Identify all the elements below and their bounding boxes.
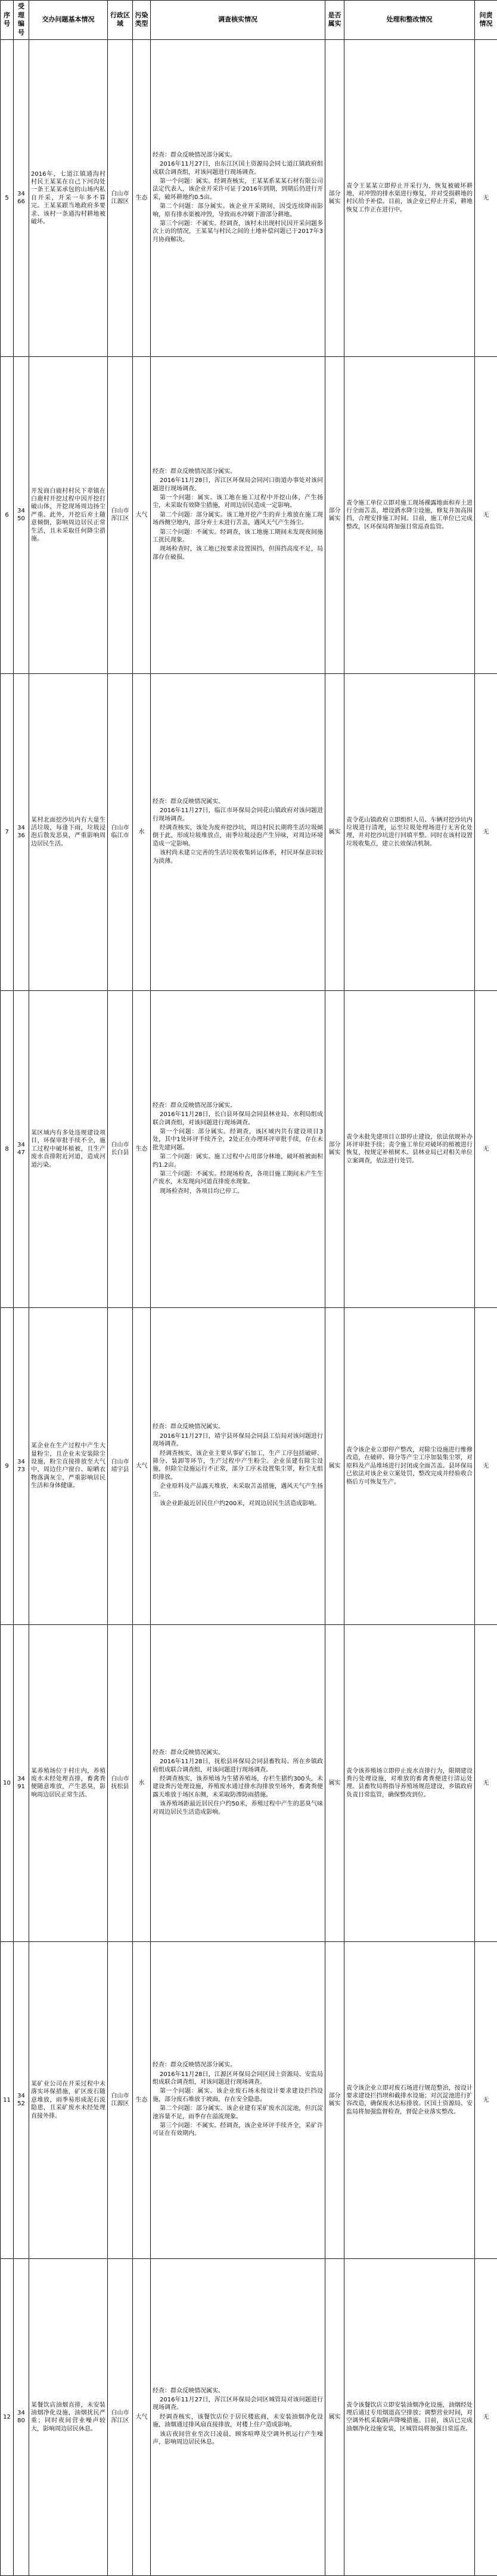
header-seq: 序号 [1, 1, 14, 40]
cell-verify [151, 356, 325, 673]
cell-verify [151, 673, 325, 990]
header-handling: 处理和整改情况 [344, 1, 475, 40]
cell-true: 部分属实 [325, 1941, 344, 2258]
table-row [1, 1307, 497, 1624]
verify-paragraph: 2016年11月27日，由东江区国土资源局会同七道江镇政府组成联合调查组，对该问题进行现场调查。 [153, 160, 323, 176]
cell-account: 无 [475, 1941, 497, 2258]
header-verify: 调查核实情况 [151, 1, 325, 40]
cell-seq: 12 [1, 2258, 14, 2575]
cell-ptype: 大气 [133, 2258, 151, 2575]
cell-seq: 8 [1, 990, 14, 1307]
header-receipt: 受理编号 [14, 1, 29, 40]
cell-seq: 11 [1, 1941, 14, 2258]
cell-ptype: 生态 [133, 990, 151, 1307]
cell-ptype: 生态 [133, 39, 151, 356]
cell-receipt: 3436 [14, 673, 29, 990]
cell-district: 白山市抚松县 [108, 1624, 133, 1941]
cell-handling: 责令该养殖场立即停止废水直排行为，限期建设粪污处理设施，对堆放的畜禽粪便进行清运处理。县畜牧局将指导养殖场规范建设，乡镇政府负责日常监管，确保整改到位。 [344, 1624, 475, 1941]
verify-paragraph: 现场检查时，各项目均已停工。 [153, 1188, 323, 1195]
cell-receipt: 3452 [14, 1941, 29, 2258]
cell-true: 属实 [325, 673, 344, 990]
table-row [1, 1624, 497, 1941]
verify-paragraph: 经查：群众反映情况部分属实。 [153, 1102, 323, 1110]
verify-paragraph: 该企业距最近居民住户约200米，对周边居民生活造成影响。 [153, 1500, 323, 1508]
cell-verify [151, 990, 325, 1307]
cell-ptype: 生态 [133, 1941, 151, 2258]
verify-paragraph: 第三个问题：不属实。经调查，该村未出现村民因开采问题多次上访的情况，王某某与村民之间的土地补偿问题已于2017年3月协商解决。 [153, 220, 323, 244]
cell-seq: 9 [1, 1307, 14, 1624]
cell-handling: 责令该企业立即停产整改，对除尘设施进行维修改造，在破碎、筛分等产尘工序加装集尘罩，对原料及产品堆场进行封闭或全面苫盖。县环保局已依法对该企业立案处罚，整改完成并经验收合格后方可恢复生产。 [344, 1307, 475, 1624]
verify-paragraph: 第一个问题：属实。该工地在施工过程中开挖山体，产生扬尘，未采取有效降尘措施，对周边居民造成一定影响。 [153, 494, 323, 510]
verify-paragraph: 第二个问题：属实。施工过程中占用部分林地，破坏植被面积约1.2亩。 [153, 1153, 323, 1169]
verify-paragraph: 经调查核实，该企业主要从事矿石加工，生产工序包括破碎、筛分、装卸等环节，生产过程中产生粉尘。企业虽建有除尘设施，但除尘设施运行不正常，部分工序未设置集尘罩，粉尘无组织排放。 [153, 1450, 323, 1482]
verify-paragraph: 经查：群众反映情况部分属实。 [153, 151, 323, 159]
verify-paragraph: 2016年11月28日，浑江区环保局会同河口街道办事处对该问题进行现场调查。 [153, 477, 323, 493]
cell-receipt: 3473 [14, 1307, 29, 1624]
table-row [1, 39, 497, 356]
table-row [1, 990, 497, 1307]
cell-true: 部分属实 [325, 39, 344, 356]
cell-receipt: 3450 [14, 356, 29, 673]
verify-paragraph: 经调查核实，该餐饮店位于居民楼底商，未安装油烟净化设施，油烟通过排风扇直接排放，对楼上住户造成影响。 [153, 2413, 323, 2429]
cell-basic: 某区域内有多处违规建设项目，环保审批手续不全，施工过程中破坏植被，且生产废水直排附近河道，造成河道污染。 [29, 990, 108, 1307]
cell-district: 白山市江源区 [108, 1941, 133, 2258]
header-district: 行政区域 [108, 1, 133, 40]
cell-district: 白山市浑江区 [108, 356, 133, 673]
cell-basic: 某矿业公司在开采过程中未落实环保措施，矿区废石随意堆放，雨季易形成泥石流隐患，且采矿废水未经处理直接外排。 [29, 1941, 108, 2258]
verify-paragraph: 第二个问题：部分属实。该企业开采期间，因受连续降雨影响，原有排水渠被冲毁，导致雨水冲刷下游部分耕地。 [153, 203, 323, 219]
cell-true: 属实 [325, 1624, 344, 1941]
cell-handling: 责令未批先建项目立即停止建设，依法依规补办环评审批手续；责令施工单位对破坏的植被进行恢复，按规定补植树木。县林业局已对相关单位立案调查，依法进行处罚。 [344, 990, 475, 1307]
cell-verify [151, 1941, 325, 2258]
verify-paragraph: 第二个问题：部分属实。该企业建有采矿废水沉淀池，但沉淀池容量不足，雨季存在溢流现象。 [153, 2105, 323, 2121]
cell-account: 无 [475, 2258, 497, 2575]
cell-verify [151, 39, 325, 356]
verify-paragraph: 该养殖场距最近居民住户约50米，养殖过程中产生的恶臭气味对周边居民生活造成影响。 [153, 1800, 323, 1816]
cell-ptype: 大气 [133, 1307, 151, 1624]
cell-ptype: 水 [133, 1624, 151, 1941]
cell-true: 部分属实 [325, 356, 344, 673]
verify-paragraph: 第三个问题：不属实。经调查，该企业环评手续齐全，采矿许可证在有效期内。 [153, 2122, 323, 2138]
header-basic: 交办问题基本情况 [29, 1, 108, 40]
cell-true: 属实 [325, 2258, 344, 2575]
cell-district: 白山市浑江区 [108, 2258, 133, 2575]
cell-handling: 责令花山镇政府立即组织人员、车辆对挖沙坑内垃圾进行清理，运至垃圾处理场进行无害化处理，并对挖沙坑进行回填平整。同时在该村设置垃圾收集点，建立长效保洁机制。 [344, 673, 475, 990]
cell-seq: 10 [1, 1624, 14, 1941]
cell-district: 白山市临江市 [108, 673, 133, 990]
cell-seq: 5 [1, 39, 14, 356]
cell-account: 无 [475, 673, 497, 990]
verify-paragraph: 2016年11月28日，江源区环保局会同区国土资源局、安监局组成联合调查组，对该问题进行现场调查。 [153, 2071, 323, 2087]
cell-verify [151, 1307, 325, 1624]
cell-district: 白山市江源区 [108, 39, 133, 356]
verify-paragraph: 第三个问题：不属实。经调查，该工地施工期间未发现夜间施工扰民现象。 [153, 529, 323, 545]
verify-paragraph: 现场检查时，该工地已按要求设置围挡，但围挡高度不足，局部存在破损。 [153, 545, 323, 561]
verify-paragraph: 第一个问题：部分属实。经调查，该区域内共有建设项目3处，其中1处环评手续齐全，2处正在办理环评审批手续，存在未批先建问题。 [153, 1128, 323, 1152]
table-row [1, 356, 497, 673]
cell-district: 白山市长白县 [108, 990, 133, 1307]
verify-paragraph: 经调查核实，该处为废弃挖沙坑，周边村民长期将生活垃圾倾倒于此，形成垃圾堆放点，雨季垃圾浸泡产生异味，对周边环境造成一定影响。 [153, 824, 323, 848]
cell-handling: 责令王某某立即停止开采行为，恢复被破坏耕地，对冲毁的排水渠进行修复，并对受损耕地的村民给予补偿。目前，该企业已停止开采，耕地恢复工作正在进行中。 [344, 39, 475, 356]
verify-paragraph: 经查：群众反映情况属实。 [153, 798, 323, 806]
table-row [1, 1941, 497, 2258]
verify-paragraph: 经调查核实，该养殖场为生猪养殖场，存栏生猪约300头，未建设粪污处理设施，养殖废水通过排水沟排放至场外，畜禽粪便露天堆放于场区东侧，未采取防渗防雨措施。 [153, 1775, 323, 1799]
cell-seq: 7 [1, 673, 14, 990]
cell-receipt: 3447 [14, 990, 29, 1307]
cell-basic: 某村北面挖沙坑内有大量生活垃圾，每逢下雨，垃圾浸泡后散发恶臭，严重影响周边居民生活。 [29, 673, 108, 990]
header-account: 问责情况 [475, 1, 497, 40]
verify-paragraph: 经查：群众反映情况属实。 [153, 1749, 323, 1757]
cell-account: 无 [475, 356, 497, 673]
cell-basic: 某企业在生产过程中产生大量粉尘，且企业未安装除尘设施，粉尘直接排放至大气中，周边住户窗台、晾晒衣物落满灰尘，严重影响居民生活和身体健康。 [29, 1307, 108, 1624]
cell-handling: 责令施工单位立即对施工现场裸露地面和弃土进行全面苫盖，增设洒水降尘设施，修复并加高围挡，合理安排施工时间。目前，施工单位已完成整改，区环保局将加强日常巡查监管。 [344, 356, 475, 673]
verify-paragraph: 第一个问题：属实。该企业废石场未按设计要求建设拦挡设施，部分废石堆放于坡面，存在安全隐患。 [153, 2087, 323, 2103]
cell-account: 无 [475, 39, 497, 356]
table-row [1, 2258, 497, 2575]
verify-paragraph: 该店夜间营业至次日凌晨，顾客喧哗及空调外机运行产生噪声，影响周边居民休息。 [153, 2431, 323, 2447]
cell-ptype: 水 [133, 673, 151, 990]
cell-seq: 6 [1, 356, 14, 673]
verify-paragraph: 第二个问题：部分属实。该工地开挖产生的弃土堆放在施工现场西侧空地内，部分弃土未进行苫盖，遇风天气产生扬尘。 [153, 511, 323, 527]
verify-paragraph: 第一个问题：属实。经调查核实，王某某系某某石材有限公司法定代表人，该企业开采许可证于2016年到期，到期后仍进行开采，破坏耕地约0.5亩。 [153, 178, 323, 201]
cell-receipt: 3491 [14, 1624, 29, 1941]
verify-paragraph: 2016年11月28日，抚松县环保局会同县畜牧局、所在乡镇政府组成联合调查组，对该问题进行现场调查。 [153, 1758, 323, 1774]
verify-paragraph: 2016年11月27日，临江市环保局会同花山镇政府对该问题进行现场调查。 [153, 807, 323, 823]
verify-paragraph: 2016年11月27日，靖宇县环保局会同县工信局对该问题进行现场调查。 [153, 1433, 323, 1449]
cell-basic: 某养殖场位于村庄内，养殖废水未经处理直排，畜禽粪便随意堆放，产生恶臭，影响周边居民正常生活。 [29, 1624, 108, 1941]
cell-account: 无 [475, 1307, 497, 1624]
cell-receipt: 3480 [14, 2258, 29, 2575]
cell-true: 部分属实 [325, 990, 344, 1307]
cell-handling: 责令该企业立即对废石场进行规范整治，按设计要求建设拦挡坝和截排水设施；对沉淀池进行扩容改造，确保废水达标排放。区国土资源局、安监局将加强监督检查，督促企业落实整改。 [344, 1941, 475, 2258]
header-true: 是否属实 [325, 1, 344, 40]
verify-paragraph: 第三个问题：不属实。经现场检查，各项目施工期间未产生生产废水，未发现向河道直排废水现象。 [153, 1170, 323, 1186]
cell-true: 属实 [325, 1307, 344, 1624]
cell-district: 白山市靖宇县 [108, 1307, 133, 1624]
verify-paragraph: 经查：群众反映情况属实。 [153, 2387, 323, 2395]
verify-paragraph: 该村尚未建立完善的生活垃圾收集转运体系，村民环保意识较为淡薄。 [153, 849, 323, 865]
verify-paragraph: 经查：群众反映情况部分属实。 [153, 2061, 323, 2069]
header-ptype: 污染类型 [133, 1, 151, 40]
verify-paragraph: 企业原料及产品露天堆放，未采取苫盖措施，遇风天气产生扬尘。 [153, 1483, 323, 1499]
cell-verify [151, 2258, 325, 2575]
verify-paragraph: 经查：群众反映情况部分属实。 [153, 468, 323, 476]
table-row [1, 673, 497, 990]
cell-handling: 责令该餐饮店立即安装油烟净化设施，油烟经处理后通过专用烟道高空排放；调整营业时间，对空调外机采取隔声降噪措施。目前，该店已完成油烟净化设施安装，区城管局将加强日常巡查。 [344, 2258, 475, 2575]
cell-ptype: 大气 [133, 356, 151, 673]
cell-account: 无 [475, 990, 497, 1307]
verify-paragraph: 经查：群众反映情况属实。 [153, 1423, 323, 1431]
cell-basic: 某餐饮店油烟直排，未安装油烟净化设施，油烟扰民严重；同时夜间营业噪声较大，影响周边居民休息。 [29, 2258, 108, 2575]
cell-basic: 2016年，七道江镇通沟村村民王某某在自己下河沟处一条王某某承包的山场内私自开采，开采一年多不算完。王某某跟当地政府多要求、该村一条通沟村耕地被破坏。 [29, 39, 108, 356]
cell-verify [151, 1624, 325, 1941]
verify-paragraph: 2016年11月27日，浑江区环保局会同区城管局对该问题进行现场调查。 [153, 2396, 323, 2412]
header-row [1, 1, 497, 40]
cell-receipt: 3466 [14, 39, 29, 356]
cell-basic: 开发商白鹿村村民下辈镇在白鹿村开挖过程中因开挖打破山体，开挖现场周边扬尘严重。此外，开挖后弃土随意倾倒，影响周边居民正常生活，且未采取任何降尘措施。 [29, 356, 108, 673]
cell-account: 无 [475, 1624, 497, 1941]
verify-paragraph: 2016年11月28日，长白县环保局会同县林业局、水利局组成联合调查组，对该问题进行现场调查。 [153, 1111, 323, 1127]
